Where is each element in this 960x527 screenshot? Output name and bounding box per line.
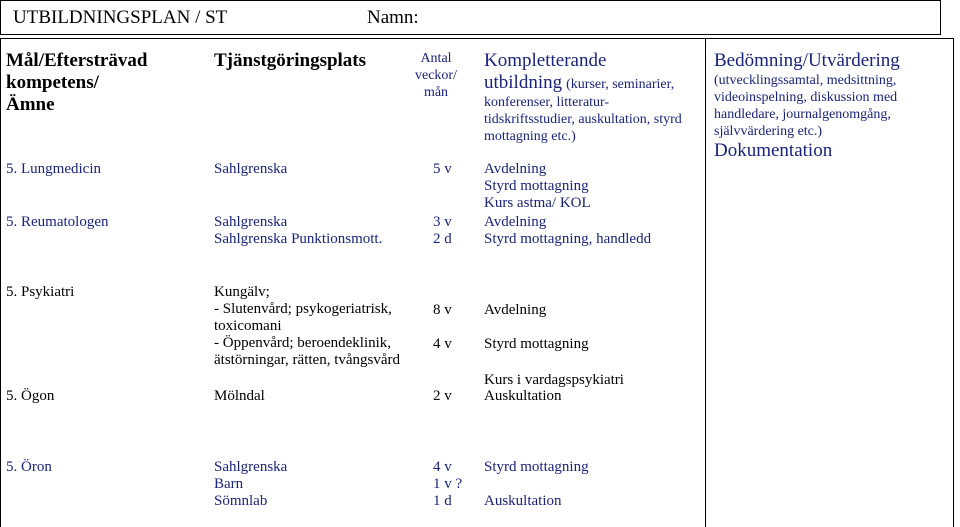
table-row-place: Mölndal bbox=[214, 388, 265, 404]
table-row-education: Kurs i vardagspsykiatri bbox=[484, 372, 624, 388]
education-plan-table bbox=[0, 38, 954, 527]
table-row-subject: 5. Öron bbox=[6, 459, 52, 475]
header-place: Tjänstgöringsplats bbox=[214, 50, 367, 71]
title-bar bbox=[0, 0, 941, 35]
table-right-border bbox=[953, 38, 954, 527]
table-row-education: Styrd mottagning Auskultation bbox=[484, 459, 589, 509]
table-row-duration: 4 v 1 v ? 1 d bbox=[433, 459, 463, 509]
table-row-education: Avdelning Styrd mottagning, handledd bbox=[484, 214, 652, 247]
table-row-duration: 2 v bbox=[433, 388, 452, 404]
table-row-education: Styrd mottagning bbox=[484, 336, 589, 352]
table-row-duration: 3 v 2 d bbox=[433, 214, 452, 247]
column-divider bbox=[705, 38, 706, 527]
table-row-education: Avdelning bbox=[484, 302, 547, 318]
table-row-place: Sahlgrenska Sahlgrenska Punktionsmott. bbox=[214, 214, 383, 247]
table-row-duration: 4 v bbox=[433, 336, 452, 352]
table-row-education: Avdelning Styrd mottagning Kurs astma/ KOL bbox=[484, 161, 591, 211]
table-top-border bbox=[0, 38, 954, 39]
table-row-place: Kungälv; - Slutenvård; psykogeriatrisk, toxicomani - Öppenvård; beroendeklinik, ätstörningar, rätten, tvångsvård bbox=[214, 284, 401, 368]
table-row-subject: 5. Reumatologen bbox=[6, 214, 109, 230]
table-row-duration: 8 v bbox=[433, 302, 452, 318]
name-label: Namn: bbox=[367, 7, 419, 28]
table-row-place: Sahlgrenska Barn Sömnlab bbox=[214, 459, 288, 509]
header-duration: Antal veckor/ mån bbox=[415, 51, 457, 100]
table-row-place: Sahlgrenska bbox=[214, 161, 288, 177]
header-subject: Mål/Eftersträvad kompetens/ Ämne bbox=[6, 50, 148, 115]
table-row-education: Auskultation bbox=[484, 388, 562, 404]
table-row-subject: 5. Lungmedicin bbox=[6, 161, 101, 177]
table-row-duration: 5 v bbox=[433, 161, 452, 177]
header-assessment: Bedömning/Utvärdering (utvecklingssamtal, medsittning, videoinspelning, diskussion med handledare, journalgenomgång, självvärdering etc.) Dokumentation bbox=[714, 50, 900, 161]
table-row-subject: 5. Ögon bbox=[6, 388, 55, 404]
table-left-border bbox=[0, 38, 1, 527]
plan-title: UTBILDNINGSPLAN / ST bbox=[13, 7, 228, 28]
header-education: Kompletterande utbildning (kurser, seminarier, konferenser, litteratur- tidskriftsstudier, auskultation, styrd mottagning etc.) bbox=[484, 50, 682, 144]
table-row-subject: 5. Psykiatri bbox=[6, 284, 75, 300]
